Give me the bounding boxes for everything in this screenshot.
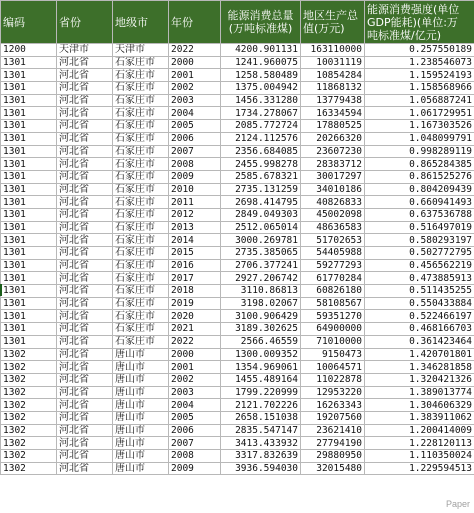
cell-code[interactable]: 1301 bbox=[1, 82, 57, 95]
cell-year[interactable]: 2008 bbox=[169, 450, 221, 463]
cell-energy-total[interactable]: 2566.46559 bbox=[221, 335, 301, 348]
cell-city[interactable]: 石家庄市 bbox=[113, 208, 169, 221]
cell-gdp[interactable]: 40826833 bbox=[301, 196, 365, 209]
cell-year[interactable]: 2005 bbox=[169, 120, 221, 133]
table-row bbox=[1, 373, 474, 386]
cell-year[interactable]: 2019 bbox=[169, 297, 221, 310]
cell-gdp[interactable]: 10064571 bbox=[301, 361, 365, 374]
cell-year[interactable]: 2006 bbox=[169, 424, 221, 437]
cell-year[interactable]: 2007 bbox=[169, 437, 221, 450]
cell-energy-total[interactable]: 2735.385065 bbox=[221, 247, 301, 260]
cell-province[interactable]: 河北省 bbox=[57, 145, 113, 158]
cell-year[interactable]: 2000 bbox=[169, 348, 221, 361]
cell-city[interactable]: 唐山市 bbox=[113, 386, 169, 399]
cell-province[interactable]: 河北省 bbox=[57, 310, 113, 323]
cell-energy-intensity[interactable]: 1.228120113 bbox=[365, 437, 474, 450]
cell-energy-total[interactable]: 2849.049303 bbox=[221, 208, 301, 221]
cell-gdp[interactable]: 51702653 bbox=[301, 234, 365, 247]
cell-gdp[interactable]: 163110000 bbox=[301, 44, 365, 57]
cell-city[interactable]: 唐山市 bbox=[113, 361, 169, 374]
cell-gdp[interactable]: 59277293 bbox=[301, 259, 365, 272]
header-code[interactable]: 编码 bbox=[1, 1, 57, 44]
header-year[interactable]: 年份 bbox=[169, 1, 221, 44]
table-row bbox=[1, 196, 474, 209]
cell-city[interactable]: 石家庄市 bbox=[113, 82, 169, 95]
cell-energy-total[interactable]: 1799.220999 bbox=[221, 386, 301, 399]
cell-gdp[interactable]: 34010186 bbox=[301, 183, 365, 196]
cell-city[interactable]: 石家庄市 bbox=[113, 56, 169, 69]
table-row bbox=[1, 107, 474, 120]
cell-city[interactable]: 石家庄市 bbox=[113, 285, 169, 298]
cell-energy-intensity[interactable]: 0.660941493 bbox=[365, 196, 474, 209]
cell-city[interactable]: 石家庄市 bbox=[113, 335, 169, 348]
cell-province[interactable]: 河北省 bbox=[57, 450, 113, 463]
cell-gdp[interactable]: 64900000 bbox=[301, 323, 365, 336]
cell-gdp[interactable]: 12953220 bbox=[301, 386, 365, 399]
cell-gdp[interactable]: 19207560 bbox=[301, 411, 365, 424]
cell-province[interactable]: 河北省 bbox=[57, 373, 113, 386]
cell-energy-intensity[interactable]: 0.468166703 bbox=[365, 323, 474, 336]
cell-energy-total[interactable]: 1375.004942 bbox=[221, 82, 301, 95]
table-row bbox=[1, 399, 474, 412]
cell-code[interactable]: 1302 bbox=[1, 386, 57, 399]
cell-province[interactable]: 河北省 bbox=[57, 196, 113, 209]
selection-marker bbox=[0, 284, 2, 296]
cell-energy-total[interactable]: 2658.151038 bbox=[221, 411, 301, 424]
cell-energy-intensity[interactable]: 1.061729951 bbox=[365, 107, 474, 120]
cell-code[interactable]: 1302 bbox=[1, 399, 57, 412]
cell-province[interactable]: 河北省 bbox=[57, 335, 113, 348]
cell-year[interactable]: 2022 bbox=[169, 335, 221, 348]
cell-province[interactable]: 河北省 bbox=[57, 247, 113, 260]
cell-energy-intensity[interactable]: 0.511435255 bbox=[365, 285, 474, 298]
cell-city[interactable]: 石家庄市 bbox=[113, 310, 169, 323]
cell-gdp[interactable]: 9150473 bbox=[301, 348, 365, 361]
cell-energy-total[interactable]: 2356.684085 bbox=[221, 145, 301, 158]
cell-energy-total[interactable]: 3000.269781 bbox=[221, 234, 301, 247]
cell-gdp[interactable]: 11022878 bbox=[301, 373, 365, 386]
cell-city[interactable]: 唐山市 bbox=[113, 411, 169, 424]
cell-year[interactable]: 2008 bbox=[169, 158, 221, 171]
cell-energy-intensity[interactable]: 1.389013774 bbox=[365, 386, 474, 399]
cell-city[interactable]: 石家庄市 bbox=[113, 272, 169, 285]
cell-energy-total[interactable]: 2512.065014 bbox=[221, 221, 301, 234]
table-row bbox=[1, 361, 474, 374]
cell-province[interactable]: 天津市 bbox=[57, 44, 113, 57]
cell-province[interactable]: 河北省 bbox=[57, 120, 113, 133]
cell-year[interactable]: 2012 bbox=[169, 208, 221, 221]
cell-code[interactable]: 1301 bbox=[1, 247, 57, 260]
cell-energy-intensity[interactable]: 1.238546073 bbox=[365, 56, 474, 69]
cell-year[interactable]: 2014 bbox=[169, 234, 221, 247]
cell-gdp[interactable]: 60826180 bbox=[301, 285, 365, 298]
cell-city[interactable]: 石家庄市 bbox=[113, 120, 169, 133]
cell-gdp[interactable]: 10854284 bbox=[301, 69, 365, 82]
header-city[interactable]: 地级市 bbox=[113, 1, 169, 44]
cell-code[interactable]: 1301 bbox=[1, 120, 57, 133]
cell-code[interactable]: 1301 bbox=[1, 259, 57, 272]
cell-energy-total[interactable]: 2735.131259 bbox=[221, 183, 301, 196]
cell-year[interactable]: 2010 bbox=[169, 183, 221, 196]
cell-energy-intensity[interactable]: 1.229594513 bbox=[365, 462, 474, 475]
cell-province[interactable]: 河北省 bbox=[57, 361, 113, 374]
cell-city[interactable]: 唐山市 bbox=[113, 450, 169, 463]
cell-year[interactable]: 2002 bbox=[169, 82, 221, 95]
table-row bbox=[1, 310, 474, 323]
cell-city[interactable]: 石家庄市 bbox=[113, 145, 169, 158]
table-row bbox=[1, 272, 474, 285]
cell-energy-total[interactable]: 2124.112576 bbox=[221, 132, 301, 145]
cell-year[interactable]: 2009 bbox=[169, 462, 221, 475]
cell-energy-intensity[interactable]: 0.637536788 bbox=[365, 208, 474, 221]
cell-energy-total[interactable]: 2085.772724 bbox=[221, 120, 301, 133]
table-row bbox=[1, 285, 474, 298]
cell-code[interactable]: 1301 bbox=[1, 221, 57, 234]
cell-energy-intensity[interactable]: 1.167303526 bbox=[365, 120, 474, 133]
cell-energy-total[interactable]: 2706.377241 bbox=[221, 259, 301, 272]
cell-energy-total[interactable]: 1241.960075 bbox=[221, 56, 301, 69]
table-row bbox=[1, 386, 474, 399]
table-row bbox=[1, 450, 474, 463]
cell-gdp[interactable]: 30017297 bbox=[301, 170, 365, 183]
cell-energy-total[interactable]: 3189.302625 bbox=[221, 323, 301, 336]
cell-code[interactable]: 1301 bbox=[1, 132, 57, 145]
cell-city[interactable]: 石家庄市 bbox=[113, 158, 169, 171]
cell-province[interactable]: 河北省 bbox=[57, 411, 113, 424]
table-row bbox=[1, 348, 474, 361]
table-row bbox=[1, 259, 474, 272]
cell-gdp[interactable]: 20266320 bbox=[301, 132, 365, 145]
cell-energy-total[interactable]: 2585.678321 bbox=[221, 170, 301, 183]
watermark: Paper bbox=[445, 499, 470, 509]
cell-energy-intensity[interactable]: 1.159524193 bbox=[365, 69, 474, 82]
cell-province[interactable]: 河北省 bbox=[57, 221, 113, 234]
cell-energy-intensity[interactable]: 1.383911062 bbox=[365, 411, 474, 424]
cell-gdp[interactable]: 17880525 bbox=[301, 120, 365, 133]
cell-year[interactable]: 2001 bbox=[169, 69, 221, 82]
cell-province[interactable]: 河北省 bbox=[57, 82, 113, 95]
cell-gdp[interactable]: 71010000 bbox=[301, 335, 365, 348]
cell-code[interactable]: 1301 bbox=[1, 196, 57, 209]
cell-energy-total[interactable]: 4200.901131 bbox=[221, 44, 301, 57]
cell-energy-total[interactable]: 3936.594030 bbox=[221, 462, 301, 475]
cell-year[interactable]: 2001 bbox=[169, 361, 221, 374]
cell-energy-intensity[interactable]: 0.361423464 bbox=[365, 335, 474, 348]
cell-year[interactable]: 2002 bbox=[169, 373, 221, 386]
cell-year[interactable]: 2013 bbox=[169, 221, 221, 234]
cell-province[interactable]: 河北省 bbox=[57, 285, 113, 298]
cell-province[interactable]: 河北省 bbox=[57, 170, 113, 183]
table-row bbox=[1, 69, 474, 82]
cell-code[interactable]: 1301 bbox=[1, 107, 57, 120]
cell-energy-total[interactable]: 1354.969061 bbox=[221, 361, 301, 374]
header-energy-intensity[interactable]: 能源消费强度(单位 GDP能耗)(单位:万 吨标准煤/亿元) bbox=[365, 1, 474, 44]
cell-energy-intensity[interactable]: 1.420701801 bbox=[365, 348, 474, 361]
cell-year[interactable]: 2003 bbox=[169, 94, 221, 107]
cell-year[interactable]: 2011 bbox=[169, 196, 221, 209]
cell-energy-total[interactable]: 2698.414795 bbox=[221, 196, 301, 209]
header-gdp[interactable]: 地区生产总 值(万元) bbox=[301, 1, 365, 44]
cell-city[interactable]: 石家庄市 bbox=[113, 170, 169, 183]
cell-energy-intensity[interactable]: 0.861525276 bbox=[365, 170, 474, 183]
cell-province[interactable]: 河北省 bbox=[57, 69, 113, 82]
cell-city[interactable]: 唐山市 bbox=[113, 373, 169, 386]
cell-city[interactable]: 石家庄市 bbox=[113, 297, 169, 310]
cell-city[interactable]: 石家庄市 bbox=[113, 183, 169, 196]
cell-code[interactable]: 1301 bbox=[1, 56, 57, 69]
cell-energy-total[interactable]: 2455.998278 bbox=[221, 158, 301, 171]
cell-code[interactable]: 1301 bbox=[1, 69, 57, 82]
cell-energy-intensity[interactable]: 0.502772795 bbox=[365, 247, 474, 260]
cell-gdp[interactable]: 45002098 bbox=[301, 208, 365, 221]
cell-year[interactable]: 2000 bbox=[169, 56, 221, 69]
cell-gdp[interactable]: 10031119 bbox=[301, 56, 365, 69]
cell-energy-total[interactable]: 1258.580489 bbox=[221, 69, 301, 82]
cell-city[interactable]: 唐山市 bbox=[113, 348, 169, 361]
cell-energy-intensity[interactable]: 0.522466197 bbox=[365, 310, 474, 323]
cell-city[interactable]: 唐山市 bbox=[113, 399, 169, 412]
table-row bbox=[1, 323, 474, 336]
cell-energy-total[interactable]: 3317.832639 bbox=[221, 450, 301, 463]
cell-energy-total[interactable]: 2835.547147 bbox=[221, 424, 301, 437]
cell-gdp[interactable]: 28383712 bbox=[301, 158, 365, 171]
cell-energy-intensity[interactable]: 1.200414009 bbox=[365, 424, 474, 437]
table-row bbox=[1, 297, 474, 310]
cell-province[interactable]: 河北省 bbox=[57, 386, 113, 399]
cell-city[interactable]: 石家庄市 bbox=[113, 196, 169, 209]
cell-gdp[interactable]: 16334594 bbox=[301, 107, 365, 120]
cell-code[interactable]: 1302 bbox=[1, 373, 57, 386]
cell-energy-intensity[interactable]: 1.304606329 bbox=[365, 399, 474, 412]
cell-gdp[interactable]: 48636583 bbox=[301, 221, 365, 234]
cell-year[interactable]: 2016 bbox=[169, 259, 221, 272]
cell-energy-intensity[interactable]: 0.998289119 bbox=[365, 145, 474, 158]
cell-code[interactable]: 1302 bbox=[1, 411, 57, 424]
cell-province[interactable]: 河北省 bbox=[57, 107, 113, 120]
cell-code[interactable]: 1301 bbox=[1, 183, 57, 196]
cell-city[interactable]: 天津市 bbox=[113, 44, 169, 57]
cell-year[interactable]: 2003 bbox=[169, 386, 221, 399]
cell-gdp[interactable]: 16263343 bbox=[301, 399, 365, 412]
cell-gdp[interactable]: 27794190 bbox=[301, 437, 365, 450]
cell-gdp[interactable]: 61770284 bbox=[301, 272, 365, 285]
cell-year[interactable]: 2005 bbox=[169, 411, 221, 424]
cell-code[interactable]: 1301 bbox=[1, 310, 57, 323]
cell-code[interactable]: 1301 bbox=[1, 170, 57, 183]
cell-code[interactable]: 1302 bbox=[1, 450, 57, 463]
cell-province[interactable]: 河北省 bbox=[57, 323, 113, 336]
cell-year[interactable]: 2017 bbox=[169, 272, 221, 285]
cell-province[interactable]: 河北省 bbox=[57, 259, 113, 272]
cell-energy-total[interactable]: 3413.433932 bbox=[221, 437, 301, 450]
cell-gdp[interactable]: 11868132 bbox=[301, 82, 365, 95]
table-row bbox=[1, 335, 474, 348]
cell-year[interactable]: 2021 bbox=[169, 323, 221, 336]
cell-code[interactable]: 1302 bbox=[1, 348, 57, 361]
cell-code[interactable]: 1302 bbox=[1, 424, 57, 437]
cell-gdp[interactable]: 23607230 bbox=[301, 145, 365, 158]
table-row bbox=[1, 94, 474, 107]
cell-energy-intensity[interactable]: 0.580293197 bbox=[365, 234, 474, 247]
cell-gdp[interactable]: 13779438 bbox=[301, 94, 365, 107]
cell-energy-intensity[interactable]: 0.456562219 bbox=[365, 259, 474, 272]
cell-province[interactable]: 河北省 bbox=[57, 272, 113, 285]
cell-energy-total[interactable]: 2927.206742 bbox=[221, 272, 301, 285]
table-row bbox=[1, 183, 474, 196]
cell-year[interactable]: 2004 bbox=[169, 107, 221, 120]
cell-energy-total[interactable]: 3100.906429 bbox=[221, 310, 301, 323]
table-row bbox=[1, 56, 474, 69]
cell-city[interactable]: 唐山市 bbox=[113, 424, 169, 437]
cell-year[interactable]: 2018 bbox=[169, 285, 221, 298]
cell-energy-intensity[interactable]: 0.550433884 bbox=[365, 297, 474, 310]
cell-energy-intensity[interactable]: 0.865284385 bbox=[365, 158, 474, 171]
cell-city[interactable]: 石家庄市 bbox=[113, 69, 169, 82]
cell-province[interactable]: 河北省 bbox=[57, 158, 113, 171]
cell-energy-intensity[interactable]: 1.158568966 bbox=[365, 82, 474, 95]
cell-province[interactable]: 河北省 bbox=[57, 462, 113, 475]
cell-city[interactable]: 石家庄市 bbox=[113, 323, 169, 336]
cell-city[interactable]: 石家庄市 bbox=[113, 234, 169, 247]
cell-energy-total[interactable]: 1734.278067 bbox=[221, 107, 301, 120]
header-energy-total[interactable]: 能源消费总量 (万吨标准煤) bbox=[221, 1, 301, 44]
header-province[interactable]: 省份 bbox=[57, 1, 113, 44]
cell-code[interactable]: 1200 bbox=[1, 44, 57, 57]
cell-code[interactable]: 1301 bbox=[1, 323, 57, 336]
cell-year[interactable]: 2020 bbox=[169, 310, 221, 323]
table-row bbox=[1, 234, 474, 247]
header-row bbox=[1, 1, 474, 44]
cell-code[interactable]: 1301 bbox=[1, 297, 57, 310]
cell-energy-intensity[interactable]: 0.257550189 bbox=[365, 44, 474, 57]
cell-energy-total[interactable]: 1456.331280 bbox=[221, 94, 301, 107]
cell-province[interactable]: 河北省 bbox=[57, 399, 113, 412]
cell-year[interactable]: 2004 bbox=[169, 399, 221, 412]
table-row bbox=[1, 132, 474, 145]
table-row bbox=[1, 208, 474, 221]
cell-energy-intensity[interactable]: 1.346281858 bbox=[365, 361, 474, 374]
cell-province[interactable]: 河北省 bbox=[57, 132, 113, 145]
cell-province[interactable]: 河北省 bbox=[57, 348, 113, 361]
cell-province[interactable]: 河北省 bbox=[57, 297, 113, 310]
cell-code[interactable]: 1301 bbox=[1, 234, 57, 247]
cell-energy-intensity[interactable]: 1.110350024 bbox=[365, 450, 474, 463]
cell-energy-total[interactable]: 3110.86813 bbox=[221, 285, 301, 298]
table-row bbox=[1, 120, 474, 133]
cell-gdp[interactable]: 29880950 bbox=[301, 450, 365, 463]
cell-code[interactable]: 1301 bbox=[1, 285, 57, 298]
cell-year[interactable]: 2006 bbox=[169, 132, 221, 145]
cell-city[interactable]: 唐山市 bbox=[113, 437, 169, 450]
cell-code[interactable]: 1302 bbox=[1, 361, 57, 374]
cell-gdp[interactable]: 23621410 bbox=[301, 424, 365, 437]
cell-city[interactable]: 石家庄市 bbox=[113, 132, 169, 145]
table-row bbox=[1, 462, 474, 475]
cell-code[interactable]: 1302 bbox=[1, 462, 57, 475]
cell-city[interactable]: 石家庄市 bbox=[113, 94, 169, 107]
cell-city[interactable]: 唐山市 bbox=[113, 462, 169, 475]
cell-energy-intensity[interactable]: 1.056887241 bbox=[365, 94, 474, 107]
cell-energy-intensity[interactable]: 0.516497019 bbox=[365, 221, 474, 234]
cell-code[interactable]: 1301 bbox=[1, 335, 57, 348]
cell-province[interactable]: 河北省 bbox=[57, 94, 113, 107]
cell-province[interactable]: 河北省 bbox=[57, 437, 113, 450]
cell-year[interactable]: 2009 bbox=[169, 170, 221, 183]
cell-code[interactable]: 1301 bbox=[1, 208, 57, 221]
cell-year[interactable]: 2007 bbox=[169, 145, 221, 158]
table-row bbox=[1, 158, 474, 171]
cell-code[interactable]: 1301 bbox=[1, 272, 57, 285]
table-row bbox=[1, 170, 474, 183]
cell-code[interactable]: 1301 bbox=[1, 94, 57, 107]
table-row bbox=[1, 424, 474, 437]
cell-energy-intensity[interactable]: 0.473885913 bbox=[365, 272, 474, 285]
cell-city[interactable]: 石家庄市 bbox=[113, 247, 169, 260]
cell-energy-intensity[interactable]: 1.048099791 bbox=[365, 132, 474, 145]
cell-energy-total[interactable]: 1455.489164 bbox=[221, 373, 301, 386]
cell-energy-intensity[interactable]: 1.320421326 bbox=[365, 373, 474, 386]
cell-year[interactable]: 2022 bbox=[169, 44, 221, 57]
table-row bbox=[1, 247, 474, 260]
cell-energy-intensity[interactable]: 0.804209439 bbox=[365, 183, 474, 196]
cell-city[interactable]: 石家庄市 bbox=[113, 259, 169, 272]
table-row bbox=[1, 82, 474, 95]
cell-province[interactable]: 河北省 bbox=[57, 234, 113, 247]
cell-gdp[interactable]: 59351270 bbox=[301, 310, 365, 323]
table-row bbox=[1, 221, 474, 234]
cell-gdp[interactable]: 58108567 bbox=[301, 297, 365, 310]
cell-code[interactable]: 1302 bbox=[1, 437, 57, 450]
cell-year[interactable]: 2015 bbox=[169, 247, 221, 260]
cell-energy-total[interactable]: 1300.009352 bbox=[221, 348, 301, 361]
cell-energy-total[interactable]: 3198.02067 bbox=[221, 297, 301, 310]
table-row bbox=[1, 44, 474, 57]
cell-energy-total[interactable]: 2121.702226 bbox=[221, 399, 301, 412]
cell-province[interactable]: 河北省 bbox=[57, 424, 113, 437]
table-row bbox=[1, 145, 474, 158]
cell-gdp[interactable]: 32015480 bbox=[301, 462, 365, 475]
table-row bbox=[1, 437, 474, 450]
cell-province[interactable]: 河北省 bbox=[57, 208, 113, 221]
cell-code[interactable]: 1301 bbox=[1, 145, 57, 158]
cell-city[interactable]: 石家庄市 bbox=[113, 107, 169, 120]
cell-code[interactable]: 1301 bbox=[1, 158, 57, 171]
cell-city[interactable]: 石家庄市 bbox=[113, 221, 169, 234]
cell-gdp[interactable]: 54405988 bbox=[301, 247, 365, 260]
table-row bbox=[1, 411, 474, 424]
cell-province[interactable]: 河北省 bbox=[57, 56, 113, 69]
cell-province[interactable]: 河北省 bbox=[57, 183, 113, 196]
